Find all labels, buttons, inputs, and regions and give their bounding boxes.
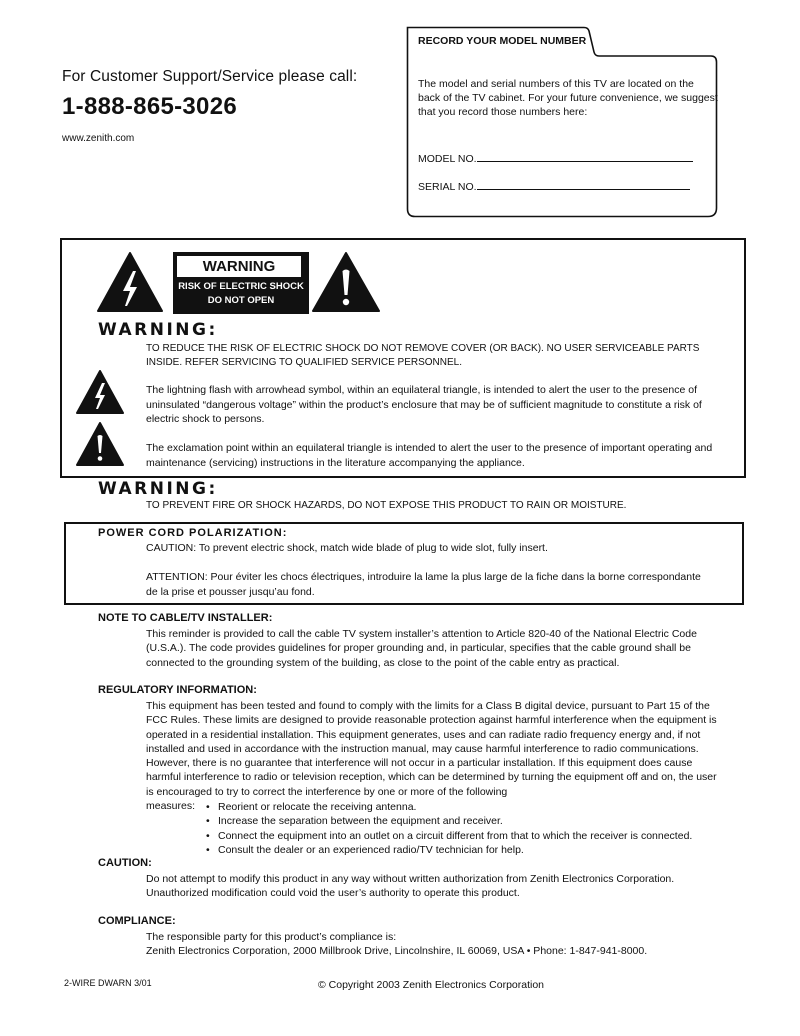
support-website: www.zenith.com <box>62 133 135 144</box>
warning-label-line1: RISK OF ELECTRIC SHOCK <box>178 281 304 292</box>
warning-text-2: TO PREVENT FIRE OR SHOCK HAZARDS, DO NOT EXPOSE THIS PRODUCT TO RAIN OR MOISTURE. <box>146 500 627 511</box>
warning-heading-2: WARNING: <box>98 479 218 499</box>
regulatory-measures-list <box>206 800 692 857</box>
serial-number-label: SERIAL NO. <box>418 181 477 193</box>
model-number-label: MODEL NO. <box>418 153 477 165</box>
record-box-text: The model and serial numbers of this TV are located on the back of the TV cabinet. For your future convenience, we suggest that you record those numbers here: <box>418 78 718 118</box>
compliance-line1: The responsible party for this product’s compliance is: <box>146 931 397 943</box>
serial-number-row <box>418 180 690 193</box>
model-number-row <box>418 152 693 165</box>
warning-label-title: WARNING <box>177 256 301 277</box>
power-cord-attention: ATTENTION: Pour éviter les chocs électriques, introduire la lame la plus large de la fiche dans la borne correspondante de la prise et pousser jusqu’au fond. <box>146 571 701 598</box>
support-call-text: For Customer Support/Service please call: <box>62 68 358 85</box>
cable-installer-text: This reminder is provided to call the cable TV system installer’s attention to Article 820-40 of the National Electric Code (U.S.A.). The code provides guidelines for proper grounding and, in particular, specifies that the cable ground shall be connected to the grounding system of the building, as close to the point of the cable entry as practical. <box>146 628 697 669</box>
lightning-symbol-description: The lightning flash with arrowhead symbol, within an equilateral triangle, is intended to alert the user to the presence of uninsulated “dangerous voltage” within the product’s enclosure that may be of sufficient magnitude to constitute a risk of electric shock to persons. <box>146 384 702 425</box>
compliance-line2: Zenith Electronics Corporation, 2000 Millbrook Drive, Lincolnshire, IL 60069, USA • Phone: 1-847-941-8000. <box>146 945 648 958</box>
regulatory-measures-label: measures: <box>146 800 196 812</box>
caution-heading: CAUTION: <box>98 857 152 869</box>
warning-heading: WARNING: <box>98 320 218 340</box>
power-cord-heading: POWER CORD POLARIZATION: <box>98 527 288 539</box>
compliance-heading: COMPLIANCE: <box>98 915 176 927</box>
serial-number-field[interactable] <box>477 180 690 190</box>
footer-code: 2-WIRE DWARN 3/01 <box>64 978 152 988</box>
warning-label-line2: DO NOT OPEN <box>207 295 275 306</box>
cable-installer-heading: NOTE TO CABLE/TV INSTALLER: <box>98 612 273 624</box>
record-box-title: RECORD YOUR MODEL NUMBER <box>418 35 587 47</box>
model-number-field[interactable] <box>477 152 693 162</box>
list-item: • Reorient or relocate the receiving antenna. <box>206 800 692 814</box>
lightning-triangle-icon <box>75 369 125 415</box>
regulatory-text: This equipment has been tested and found to comply with the limits for a Class B digital device, pursuant to Part 15 of the FCC Rules. These limits are designed to provide reasonable protection against harmful interference when the equipment is operated in a residential installation. This equipment generates, uses and can radiate radio frequency energy and, if not installed and used in accordance with the instruction manual, may cause harmful interference to radio communications. However, there is no guarantee that interference will not occur in a particular installation. If this equipment does cause harmful interference to radio or television reception, which can be determined by turning the equipment off and on, the user is encouraged to try to correct the interference by one or more of the following <box>146 700 717 798</box>
list-item: • Connect the equipment into an outlet on a circuit different from that to which the receiver is connected. <box>206 829 692 843</box>
list-item: • Increase the separation between the equipment and receiver. <box>206 814 692 828</box>
warning-text: TO REDUCE THE RISK OF ELECTRIC SHOCK DO NOT REMOVE COVER (OR BACK). NO USER SERVICEABLE PARTS INSIDE. REFER SERVICING TO QUALIFIED SERVICE PERSONNEL. <box>146 343 700 368</box>
exclamation-triangle-icon <box>311 251 381 313</box>
exclamation-triangle-icon <box>75 421 125 467</box>
footer-copyright: © Copyright 2003 Zenith Electronics Corporation <box>318 979 545 991</box>
power-cord-caution: CAUTION: To prevent electric shock, match wide blade of plug to wide slot, fully insert. <box>146 542 548 554</box>
compliance-text <box>146 930 726 959</box>
lightning-triangle-icon <box>96 251 164 313</box>
list-item: • Consult the dealer or an experienced radio/TV technician for help. <box>206 843 692 857</box>
exclamation-symbol-description: The exclamation point within an equilateral triangle is intended to alert the user to the presence of important operating and maintenance (servicing) instructions in the literature accompanying the appliance. <box>146 442 713 469</box>
regulatory-heading: REGULATORY INFORMATION: <box>98 684 257 696</box>
support-phone-number: 1-888-865-3026 <box>62 93 238 120</box>
caution-text: Do not attempt to modify this product in any way without written authorization from Zenith Electronics Corporation. Unauthorized modification could void the user’s authority to operate this product. <box>146 873 675 900</box>
